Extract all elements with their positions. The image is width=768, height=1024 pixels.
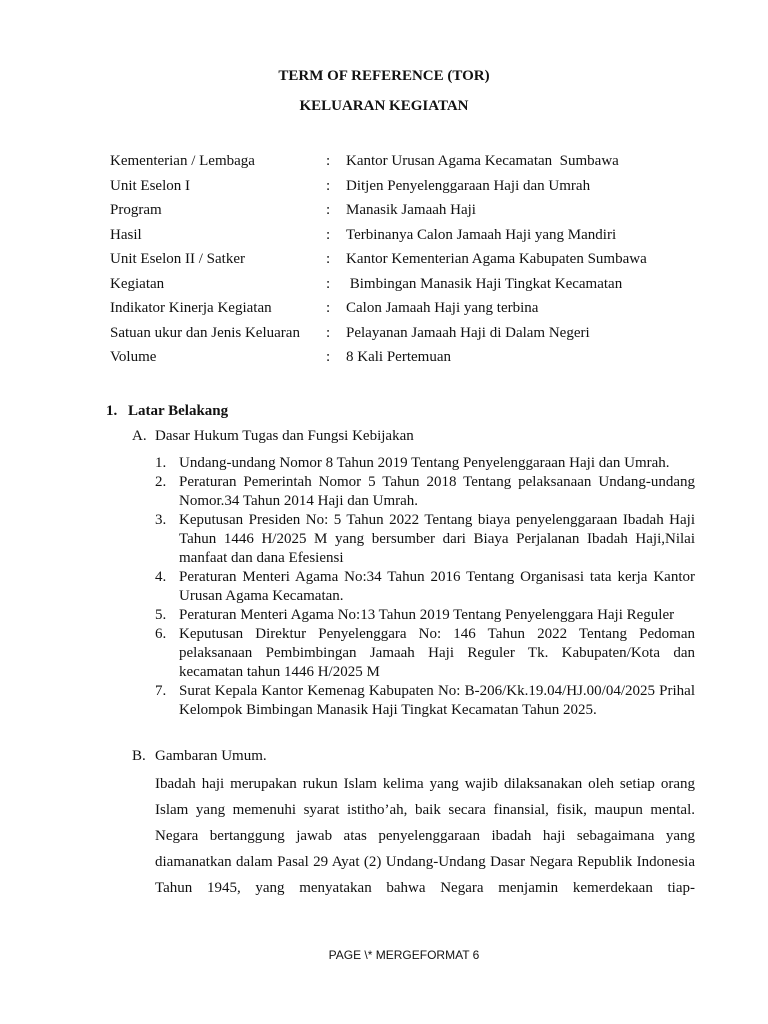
list-item — [155, 568, 695, 606]
info-label: Program — [110, 202, 162, 218]
info-value: 8 Kali Pertemuan — [346, 349, 451, 365]
info-label: Hasil — [110, 226, 142, 243]
list-item — [155, 682, 695, 720]
list-item-number: 2. — [155, 474, 167, 490]
list-item-text: Keputusan Direktur Penyelenggara No: 146 Tahun 2022 Tentang Pedoman pelaksanaan Pembimbingan Jamaah Haji Reguler Tk. Kabupaten/Kota dan kecamatan tahun 1446 H/2025 M — [179, 626, 695, 680]
list-item-number: 1. — [155, 455, 167, 471]
info-value: Bimbingan Manasik Haji Tingkat Kecamatan — [346, 275, 623, 292]
info-value: Kantor Urusan Agama Kecamatan Sumbawa — [346, 153, 619, 169]
list-item-number: 3. — [155, 512, 167, 528]
info-colon: : — [326, 226, 331, 243]
subsection-heading-b — [132, 748, 267, 765]
info-value: Pelayanan Jamaah Haji di Dalam Negeri — [346, 324, 590, 341]
list-item — [155, 454, 695, 473]
info-label: Satuan ukur dan Jenis Keluaran — [110, 324, 300, 341]
info-colon: : — [326, 202, 331, 218]
general-overview-paragraph: Ibadah haji merupakan rukun Islam kelima yang wajib dilaksanakan oleh setiap orang Islam yang memenuhi syarat istitho’ah, baik secara finansial, fisik, maupun mental. Negara bertanggung jawab atas penyelenggaraan ibadah haji sebagaimana yang diamanatkan dalam Pasal 29 Ayat (2) Undang-Undang Dasar Negara Republik Indonesia Tahun 1945, yang menyatakan bahwa Negara menjamin kemerdekaan tiap- — [155, 776, 695, 896]
info-row — [110, 276, 730, 301]
list-item-text: Keputusan Presiden No: 5 Tahun 2022 Tentang biaya penyelenggaraan Ibadah Haji Tahun 1446 H/2025 M yang bersumber dari Biaya Perjalanan Ibadah Haji,Nilai manfaat dan dana Efesiensi — [179, 512, 695, 566]
list-item-text: Peraturan Menteri Agama No:34 Tahun 2016 Tentang Organisasi tata kerja Kantor Urusan Agama Kecamatan. — [179, 569, 695, 604]
info-row — [110, 202, 730, 227]
subsection-letter: B. — [132, 748, 146, 764]
info-row — [110, 325, 730, 350]
info-row — [110, 300, 730, 325]
page-footer-field: PAGE \* MERGEFORMAT 6 — [328, 948, 480, 962]
info-row — [110, 178, 730, 203]
info-colon: : — [326, 177, 331, 194]
info-value: Terbinanya Calon Jamaah Haji yang Mandiri — [346, 226, 617, 243]
list-item — [155, 511, 695, 568]
section-title: Latar Belakang — [128, 403, 229, 419]
list-item-number: 6. — [155, 626, 167, 642]
info-row — [110, 227, 730, 252]
subsection-heading-a — [132, 428, 414, 445]
info-value: Calon Jamaah Haji yang terbina — [346, 300, 539, 316]
info-row — [110, 349, 730, 374]
info-value: Kantor Kementerian Agama Kabupaten Sumbawa — [346, 251, 647, 267]
subsection-letter: A. — [132, 428, 147, 444]
list-item-number: 7. — [155, 683, 167, 699]
document-subtitle: KELUARAN KEGIATAN — [299, 98, 469, 114]
info-colon: : — [326, 324, 331, 341]
info-label: Indikator Kinerja Kegiatan — [110, 300, 272, 316]
info-colon: : — [326, 153, 331, 169]
section-heading-latar-belakang — [106, 403, 228, 420]
info-row — [110, 153, 730, 178]
subsection-title: Gambaran Umum. — [155, 748, 267, 764]
list-item-number: 5. — [155, 607, 167, 623]
list-item — [155, 473, 695, 511]
list-item-number: 4. — [155, 569, 167, 585]
info-table — [110, 153, 730, 374]
info-value: Manasik Jamaah Haji — [346, 202, 476, 218]
info-value: Ditjen Penyelenggaraan Haji dan Umrah — [346, 177, 591, 194]
list-item — [155, 625, 695, 682]
document-title: TERM OF REFERENCE (TOR) — [278, 68, 490, 84]
legal-basis-list — [155, 454, 695, 720]
list-item-text: Surat Kepala Kantor Kemenag Kabupaten No: B-206/Kk.19.04/HJ.00/04/2025 Prihal Kelompok Bimbingan Manasik Haji Tingkat Kecamatan Tahun 2025. — [179, 683, 695, 718]
list-item-text: Peraturan Menteri Agama No:13 Tahun 2019 Tentang Penyelenggara Haji Reguler — [179, 607, 675, 623]
info-label: Unit Eselon I — [110, 177, 190, 194]
info-colon: : — [326, 300, 331, 316]
info-row — [110, 251, 730, 276]
info-label: Unit Eselon II / Satker — [110, 251, 245, 267]
info-label: Volume — [110, 349, 157, 365]
list-item-text: Peraturan Pemerintah Nomor 5 Tahun 2018 Tentang pelaksanaan Undang-undang Nomor.34 Tahun 2014 Haji dan Umrah. — [179, 474, 695, 509]
info-colon: : — [326, 251, 331, 267]
subsection-title: Dasar Hukum Tugas dan Fungsi Kebijakan — [155, 428, 414, 444]
list-item — [155, 606, 695, 625]
info-label: Kegiatan — [110, 275, 165, 292]
info-label: Kementerian / Lembaga — [110, 153, 255, 169]
info-colon: : — [326, 275, 331, 292]
section-number: 1. — [106, 403, 118, 419]
list-item-text: Undang-undang Nomor 8 Tahun 2019 Tentang Penyelenggaraan Haji dan Umrah. — [179, 455, 670, 471]
info-colon: : — [326, 349, 331, 365]
